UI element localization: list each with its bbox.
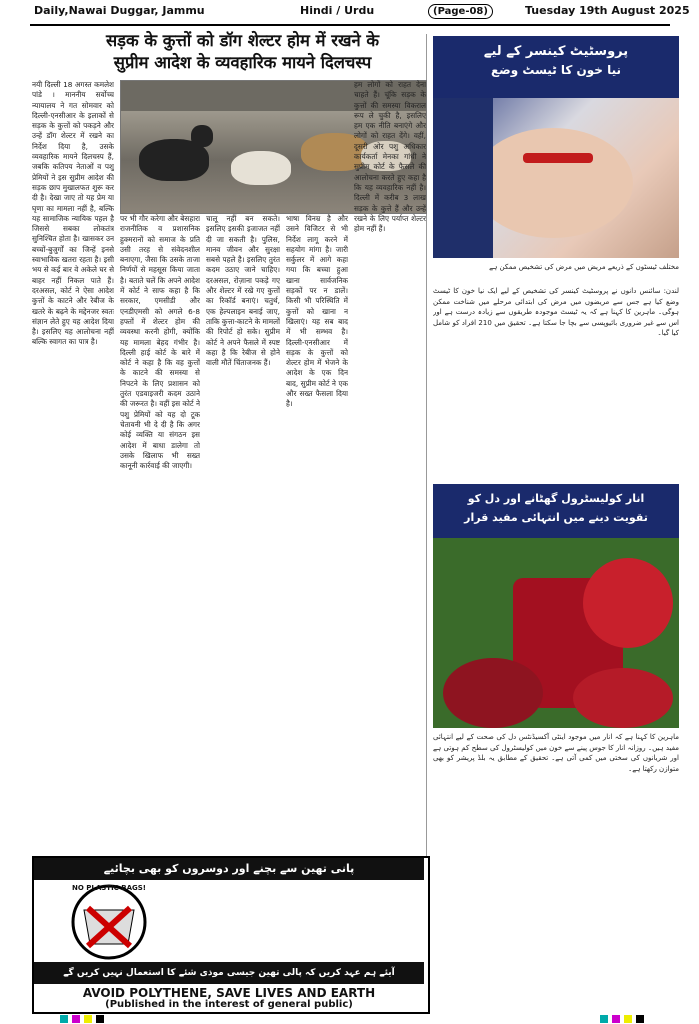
urdu-story2-body: ماہرین کا کہنا ہے کہ انار میں موجود اینٹی آکسیڈنٹس دل کی صحت کے لیے انتہائی مفید ہیں۔ روزانہ انار کا جوس پینے سے خون میں کولیسٹرول کی سطح کم ہوتی ہے اور شریانوں کی سختی میں کمی آتی ہے۔ تحقیق کے مطابق یہ بلڈ پریشر کو بھی متوازن رکھتا ہے۔: [433, 733, 679, 773]
advert-slogan: AVOID POLYTHENE, SAVE LIVES AND EARTH: [82, 986, 376, 1000]
headline-line-1: सड़क के कुत्तों को डॉग शेल्टर होम में रखने के: [105, 31, 380, 50]
urdu-story2-title: [433, 484, 679, 538]
hindi-column-1: नयी दिल्ली 18 अगस्त कमलेश पांडे । माननीय सर्वोच्च न्यायालय ने गत सोमवार को दिल्ली-एनसीआर के इलाकों से सड़क के कुत्तों को पकड़ने और उन्हें डॉग शेल्टर में रखने का निर्देश दिया है, उसके व्यवहारिक मायने दिलचस्प हैं, जबकि कतिपय नेताओं व पशु प्रेमियों ने इस सुप्रीम आदेश की सड़क छाप मुखालफत शुरू कर दी है। देखा जाए तो यह प्रेम या घृणा का मामला नहीं है, बल्कि यह सामाजिक न्यायिक पहल है जिससे सबका लोकतंत्र सुनिश्चित होता है। खासकर उन बच्चों-बुजुर्गों का जिन्हें इनसे स्वाभाविक खतरा रहता है। इसी भय से कई बार वे अकेले घर से बाहर नहीं निकल पाते हैं। दरअसल, कोर्ट ने ऐसा आदेश कुत्तों के काटने और रेबीज के खतरे के बढ़ने के मद्देनजर स्वतः संज्ञान लेते हुए यह आदेश दिया है। इसलिए यह आलोचना नहीं बल्कि स्वागत का पात्र है।: [32, 80, 114, 347]
pomegranate-photo: [433, 538, 679, 728]
title-line-1: پروسٹیٹ کینسر کے لیے: [483, 44, 629, 59]
title-line-2: نیا خون کا ٹیسٹ وضع: [490, 63, 622, 77]
header-rule: [30, 24, 670, 26]
headline-line-2: सुप्रीम आदेश के व्यवहारिक मायने दिलचस्प: [113, 53, 372, 72]
badge-text: NO PLASTIC BAGS!: [72, 884, 146, 892]
page-number: (Page-08): [428, 4, 493, 19]
print-color-bar: [0, 1013, 699, 1024]
no-plastic-badge: [54, 882, 164, 962]
hindi-column-5: हम लोगों को राहत देना चाहते हैं। चूंकि सड़क के कुत्तों की समस्या विकराल रूप ले चुकी है, इसलिए हम एक नीति बनाएंगे और लोगों को राहत देंगे। वहीं, दूसरी ओर पशु अधिकार कार्यकर्ता मेनका गांधी ने सुप्रीम कोर्ट के फैसले की आलोचना करते हुए कहा है कि यह व्यवहारिक नहीं है। दिल्ली में करीब 3 लाख सड़क के कुत्ते हैं और उन्हें रखने के लिए पर्याप्त शेल्टर होम नहीं हैं।: [354, 80, 426, 234]
title-line-2: تقویت دینے میں انتہائی مفید قرار: [464, 511, 648, 524]
urdu-story1-caption: مختلف ٹیسٹوں کے ذریعے مریض میں مرض کی تشخیص ممکن ہے: [489, 263, 679, 271]
hindi-column-3: चालू नहीं बन सकते। इसलिए इसकी इजाजत नहीं दी जा सकती है। पुलिस, मानव जीवन और सुरक्षा सबसे पहले है। इसलिए तुरंत कदम उठाए जाने चाहिए। दरअसल, रोज़ाना पकड़े गए और शेल्टर में रखे गए कुत्तों का रिकॉर्ड बनाएं। चतुर्थ, एक हेल्पलाइन बनाई जाए, ताकि कुत्ता-काटने के मामलों की रिपोर्ट हो सके। सुप्रीम कोर्ट ने अपने फैसले में स्पष्ट कहा है कि रेबीज से होने वाली मौतें चिंताजनक हैं।: [206, 214, 280, 368]
hindi-column-4: भाषा विनम्र है और उसने विजिटर से भी निर्देश लागू करने में सहयोग मांगा है। जारी सर्कुलर में आगे कहा गया कि बच्चा हुआ खाना सार्वजनिक सड़कों पर न डालें। किसी भी परिस्थिति में कुत्तों को खाना न खिलाएं। यह सब बाद में भी सम्भव है। दिल्ली-एनसीआर में सड़क के कुत्तों को शेल्टर होम में भेजने के आदेश के एक दिन बाद, सुप्रीम कोर्ट ने एक और सख्त फैसला दिया है।: [286, 214, 348, 409]
issue-date: Tuesday 19th August 2025: [525, 4, 690, 17]
advert-note: (Published in the interest of general public): [105, 999, 353, 1010]
language-label: Hindi / Urdu: [300, 4, 375, 17]
urdu-story1-body: لندن: سائنس دانوں نے پروسٹیٹ کینسر کی تشخیص کے لیے ایک نیا خون کا ٹیسٹ وضع کیا ہے جس سے مریضوں میں مرض کی ابتدائی مرحلے میں شناخت ممکن ہوگی۔ ماہرین کا کہنا ہے کہ یہ ٹیسٹ موجودہ طریقوں سے زیادہ درست ہے اور اس سے غیر ضروری بائیوپسی سے بچا جا سکتا ہے۔ تحقیق میں 210 افراد کو شامل کیا گیا۔: [433, 287, 679, 337]
advert-bottom-banner: آیئے ہم عہد کریں کہ پالی تھین جیسی موذی شئے کا استعمال نہیں کریں گے: [34, 962, 424, 984]
paper-name: Daily,Nawai Duggar, Jammu: [34, 4, 205, 17]
hindi-column-2: पर भी गौर करेगा और बेसहारा राजनीतिक व प्रशासनिक हुक्मरानों को समाज के प्रति उसी तरह से संवेदनशील बनाएगा, जैसा कि उसके ताजा निर्णयों से महसूस किया जाता है। बताते चलें कि अपने आदेश में कोर्ट ने साफ कहा है कि सरकार, एमसीडी और एनडीएमसी को अगले 6-8 हफ्तों में शेल्टर होम की व्यवस्था करनी होगी, क्योंकि यह मामला बेहद गंभीर है। दिल्ली हाई कोर्ट के बारे में कोर्ट ने कहा है कि वह कुत्तों के काटने की समस्या से निपटने के लिए प्रशासन को तुरंत एडवाइजरी कदम उठाने की जरूरत है। वहीं इस कोर्ट ने पशु प्रेमियों को यह दो टूक चेतावनी भी दे दी है कि अगर कोई व्यक्ति या संगठन इस आदेश में बाधा डालेगा तो उसके खिलाफ भी सख्त कानूनी कार्रवाई की जाएगी।: [120, 214, 200, 471]
urdu-story1-title: [433, 36, 679, 98]
advert-top-banner: پانی تھین سے بچنے اور دوسروں کو بھی بچائیے: [34, 858, 424, 880]
blood-test-photo: [433, 98, 679, 258]
title-line-1: انار کولیسٹرول گھٹانے اور دل کو: [467, 492, 645, 505]
hindi-headline: [60, 30, 425, 74]
